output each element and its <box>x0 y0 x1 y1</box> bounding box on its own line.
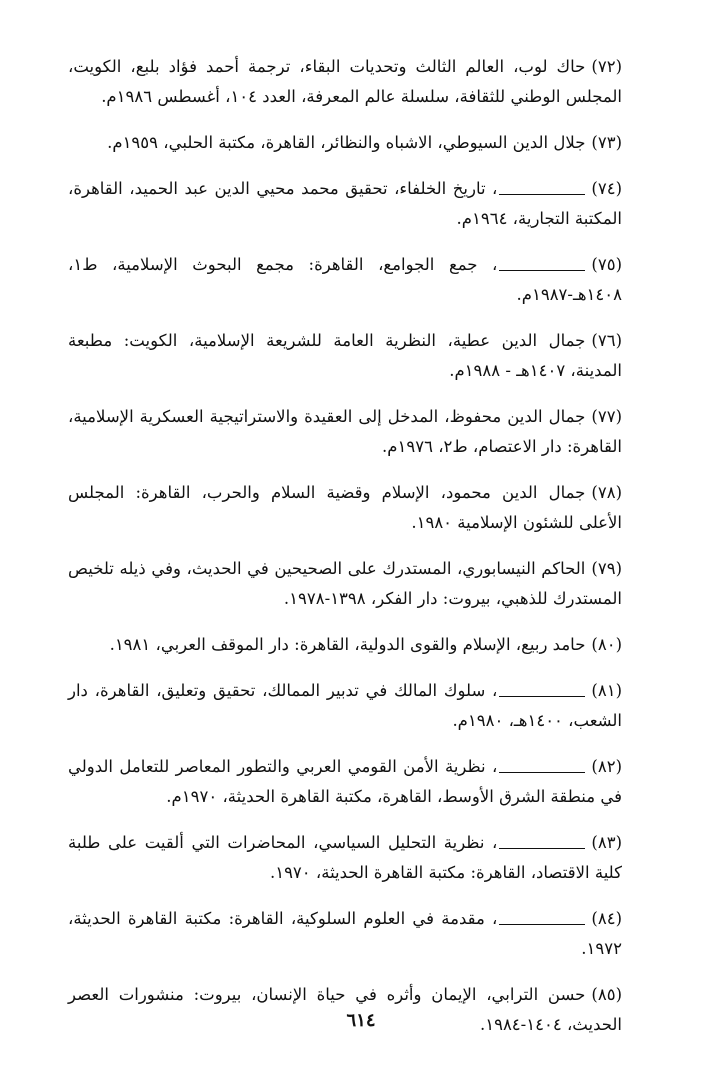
entry-number: (٨٣) <box>591 833 622 852</box>
entry-text: ، نظرية التحليل السياسي، المحاضرات التي ألقيت على طلبة كلية الاقتصاد، القاهرة: مكتبة القاهرة الحديثة، ١٩٧٠. <box>68 833 622 882</box>
bibliography-entry <box>68 402 622 462</box>
entry-number: (٧٣) <box>591 133 622 152</box>
entry-text: ، جمع الجوامع، القاهرة: مجمع البحوث الإسلامية، ط١، ١٤٠٨هـ-١٩٨٧م. <box>68 255 622 304</box>
entry-text: جمال الدين محفوظ، المدخل إلى العقيدة والاستراتيجية العسكرية الإسلامية، القاهرة: دار الاعتصام، ط٢، ١٩٧٦م. <box>68 407 622 456</box>
page-number: ٦١٤ <box>346 1010 376 1031</box>
entry-text: الحاكم النيسابوري، المستدرك على الصحيحين في الحديث، وفي ذيله تلخيص المستدرك للذهبي، بيروت: دار الفكر، ١٣٩٨-١٩٧٨. <box>68 559 622 608</box>
bibliography-entry <box>68 554 622 614</box>
entry-number: (٧٨) <box>591 483 622 502</box>
entry-text: حسن الترابي، الإيمان وأثره في حياة الإنسان، بيروت: منشورات العصر الحديث، ١٤٠٤-١٩٨٤. <box>68 985 622 1034</box>
bibliography-entry <box>68 174 622 234</box>
entry-number: (٧٥) <box>591 255 622 274</box>
repeated-author-line <box>499 838 585 849</box>
bibliography-entry <box>68 676 622 736</box>
repeated-author-line <box>499 686 585 697</box>
entry-number: (٨٢) <box>591 757 622 776</box>
bibliography-list <box>68 52 622 1040</box>
entry-number: (٧٧) <box>591 407 622 426</box>
entry-text: ، مقدمة في العلوم السلوكية، القاهرة: مكتبة القاهرة الحديثة، ١٩٧٢. <box>68 909 622 958</box>
repeated-author-line <box>499 184 585 195</box>
bibliography-entry <box>68 52 622 112</box>
repeated-author-line <box>499 260 585 271</box>
bibliography-entry <box>68 478 622 538</box>
entry-text: حامد ربيع، الإسلام والقوى الدولية، القاهرة: دار الموقف العربي، ١٩٨١. <box>109 635 586 654</box>
entry-number: (٨٤) <box>591 909 622 928</box>
repeated-author-line <box>499 914 585 925</box>
entry-text: جلال الدين السيوطي، الاشباه والنظائر، القاهرة، مكتبة الحلبي، ١٩٥٩م. <box>107 133 586 152</box>
entry-text: ، سلوك المالك في تدبير الممالك، تحقيق وتعليق، القاهرة، دار الشعب، ١٤٠٠هـ، ١٩٨٠م. <box>68 681 622 730</box>
entry-number: (٧٤) <box>591 179 622 198</box>
entry-number: (٨٠) <box>591 635 622 654</box>
repeated-author-line <box>499 762 585 773</box>
entry-text: ، تاريخ الخلفاء، تحقيق محمد محيي الدين عبد الحميد، القاهرة، المكتبة التجارية، ١٩٦٤م. <box>68 179 622 228</box>
entry-number: (٨١) <box>591 681 622 700</box>
bibliography-entry <box>68 752 622 812</box>
entry-text: ، نظرية الأمن القومي العربي والتطور المعاصر للتعامل الدولي في منطقة الشرق الأوسط، القاهرة، مكتبة القاهرة الحديثة، ١٩٧٠م. <box>68 757 622 806</box>
entry-number: (٧٢) <box>591 57 622 76</box>
entry-number: (٧٦) <box>591 331 622 350</box>
bibliography-entry <box>68 904 622 964</box>
entry-number: (٨٥) <box>591 985 622 1004</box>
entry-number: (٧٩) <box>591 559 622 578</box>
entry-text: جمال الدين محمود، الإسلام وقضية السلام والحرب، القاهرة: المجلس الأعلى للشئون الإسلامية ١٩٨٠. <box>68 483 622 532</box>
bibliography-entry <box>68 128 622 158</box>
entry-text: جمال الدين عطية، النظرية العامة للشريعة الإسلامية، الكويت: مطبعة المدينة، ١٤٠٧هـ - ١٩٨٨م. <box>68 331 622 380</box>
bibliography-entry <box>68 630 622 660</box>
bibliography-entry <box>68 828 622 888</box>
bibliography-entry <box>68 326 622 386</box>
entry-text: حاك لوب، العالم الثالث وتحديات البقاء، ترجمة أحمد فؤاد بلبع، الكويت، المجلس الوطني للثقافة، سلسلة عالم المعرفة، العدد ١٠٤، أغسطس ١٩٨٦م. <box>68 57 622 106</box>
bibliography-entry <box>68 250 622 310</box>
